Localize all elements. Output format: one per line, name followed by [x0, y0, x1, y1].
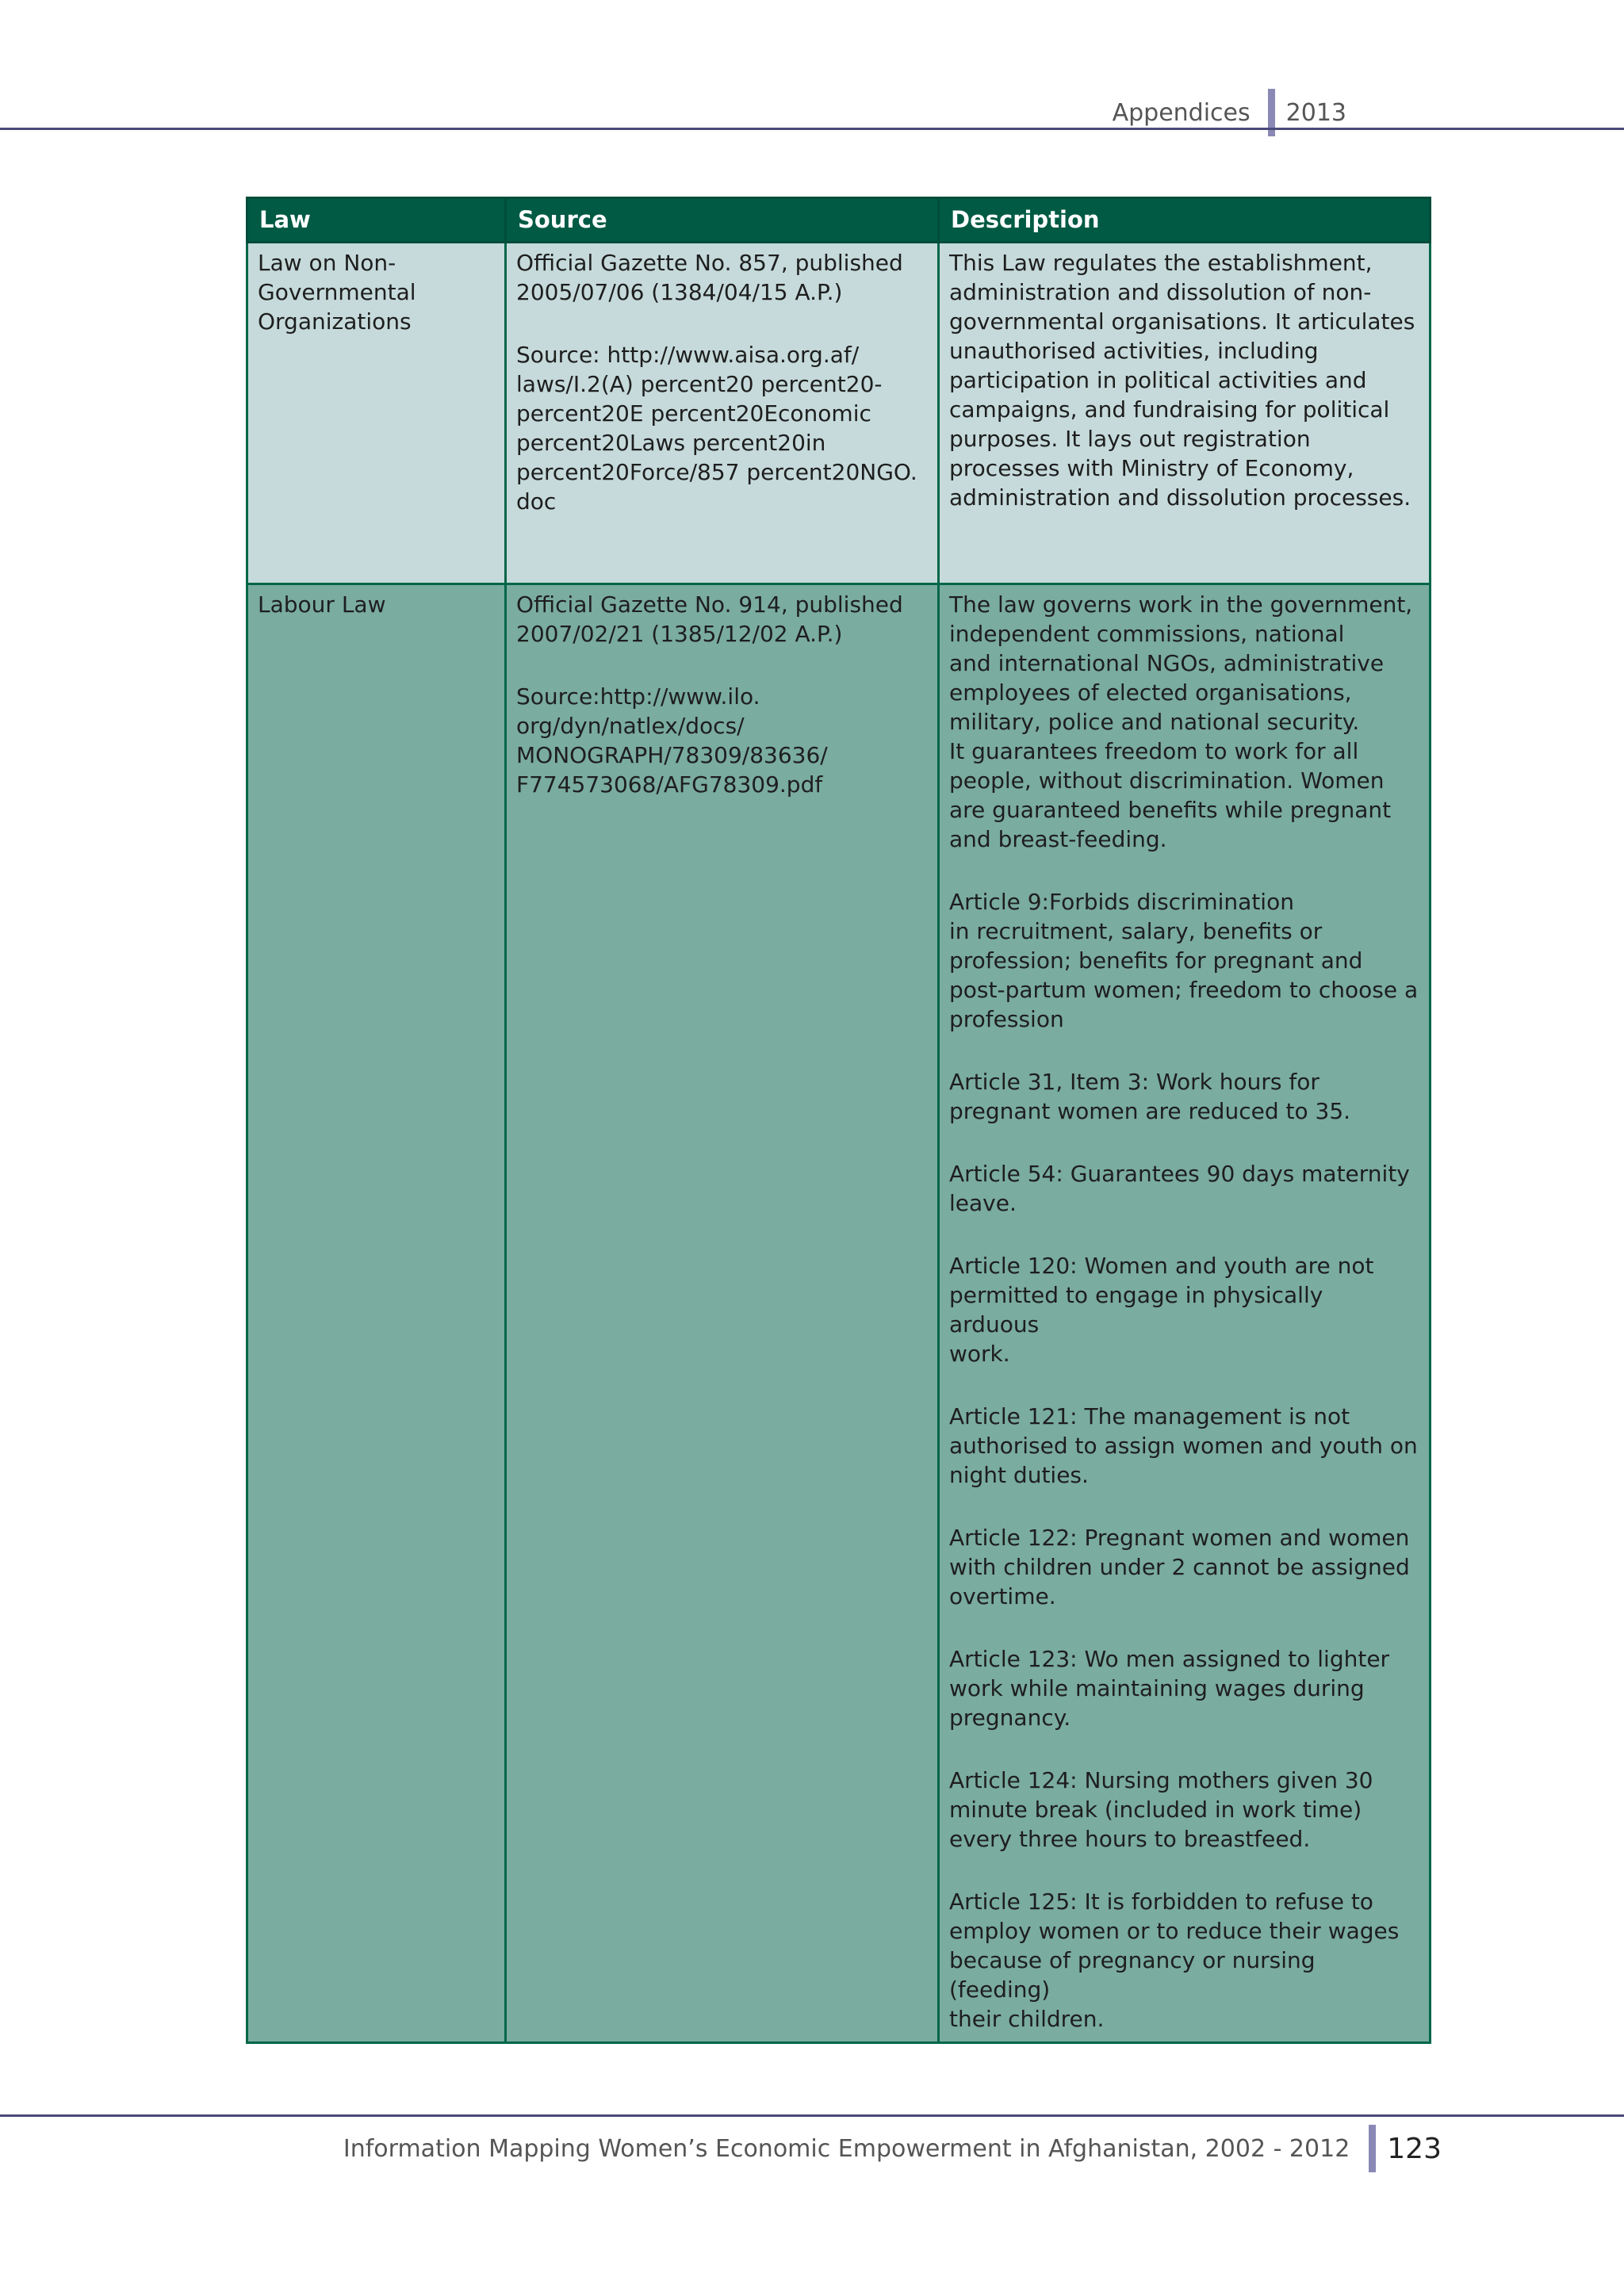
law-cell	[247, 584, 506, 2043]
table-header-row	[247, 198, 1431, 243]
laws-table-container	[246, 197, 1429, 2044]
header-year: 2013	[1285, 98, 1346, 127]
laws-table	[246, 197, 1431, 2044]
description-paragraph: This Law regulates the establishment, administration and dissolution of non- governmental organisations. It articulates unauthorised activities, including participation in political activities and campaigns, and fundraising for political purposes. It lays out registration processes with Ministry of Economy, administration and dissolution processes.	[949, 250, 1415, 511]
section-title: Appendices	[1112, 98, 1251, 127]
description-cell	[939, 584, 1431, 2043]
page-number: 123	[1387, 2132, 1442, 2165]
article-paragraph: Article 9:Forbids discrimination in recruitment, salary, benefits or profession; benefits for pregnant and post-partum women; freedom to choose a profession	[949, 889, 1419, 1032]
header-rule	[0, 128, 1624, 130]
article-paragraph: Article 124: Nursing mothers given 30 minute break (included in work time) every three hours to breastfeed.	[949, 1767, 1373, 1852]
footer-divider-bar	[1369, 2125, 1376, 2172]
footer-rule	[0, 2114, 1624, 2117]
source-url: Source:http://www.ilo. org/dyn/natlex/docs/ MONOGRAPH/78309/83636/ F774573068/AFG78309.pdf	[516, 683, 828, 798]
article-paragraph: Article 122: Pregnant women and women with children under 2 cannot be assigned overtime.	[949, 1525, 1410, 1609]
publication-title: Information Mapping Women’s Economic Empowerment in Afghanistan, 2002 - 2012	[343, 2134, 1350, 2163]
article-paragraph: Article 31, Item 3: Work hours for pregnant women are reduced to 35.	[949, 1069, 1351, 1124]
article-paragraph: Article 120: Women and youth are not permitted to engage in physically arduous work.	[949, 1253, 1374, 1367]
running-footer	[343, 2125, 1442, 2172]
table-row	[247, 584, 1431, 2043]
article-paragraph: Article 123: Wo men assigned to lighter work while maintaining wages during pregnancy.	[949, 1646, 1390, 1731]
law-name: Law on Non- Governmental Organizations	[258, 250, 416, 335]
source-cell	[506, 584, 939, 2043]
column-header-law: Law	[247, 198, 506, 243]
law-cell	[247, 243, 506, 584]
article-paragraph: Article 54: Guarantees 90 days maternity leave.	[949, 1161, 1410, 1216]
source-citation: Official Gazette No. 914, published 2007/02/21 (1385/12/02 A.P.)	[516, 591, 903, 647]
table-row	[247, 243, 1431, 584]
source-cell	[506, 243, 939, 584]
law-name: Labour Law	[258, 591, 386, 618]
article-paragraph: Article 125: It is forbidden to refuse to employ women or to reduce their wages because of pregnancy or nursing (feeding) their children.	[949, 1888, 1400, 2032]
description-paragraph: The law governs work in the government, independent commissions, national and international NGOs, administrative employees of elected organisations, military, police and national security. It guarantees freedom to work for all people, without discrimination. Women are guaranteed benefits while pregnant and breast-feeding.	[949, 591, 1413, 852]
column-header-source: Source	[506, 198, 939, 243]
source-citation: Official Gazette No. 857, published 2005/07/06 (1384/04/15 A.P.)	[516, 250, 903, 305]
source-url: Source: http://www.aisa.org.af/ laws/I.2(A) percent20 percent20- percent20E percent20Economic percent20Laws percent20in percent20Force/857 percent20NGO. doc	[516, 342, 917, 515]
article-paragraph: Article 121: The management is not authorised to assign women and youth on night duties.	[949, 1403, 1418, 1488]
column-header-description: Description	[939, 198, 1431, 243]
description-cell	[939, 243, 1431, 584]
